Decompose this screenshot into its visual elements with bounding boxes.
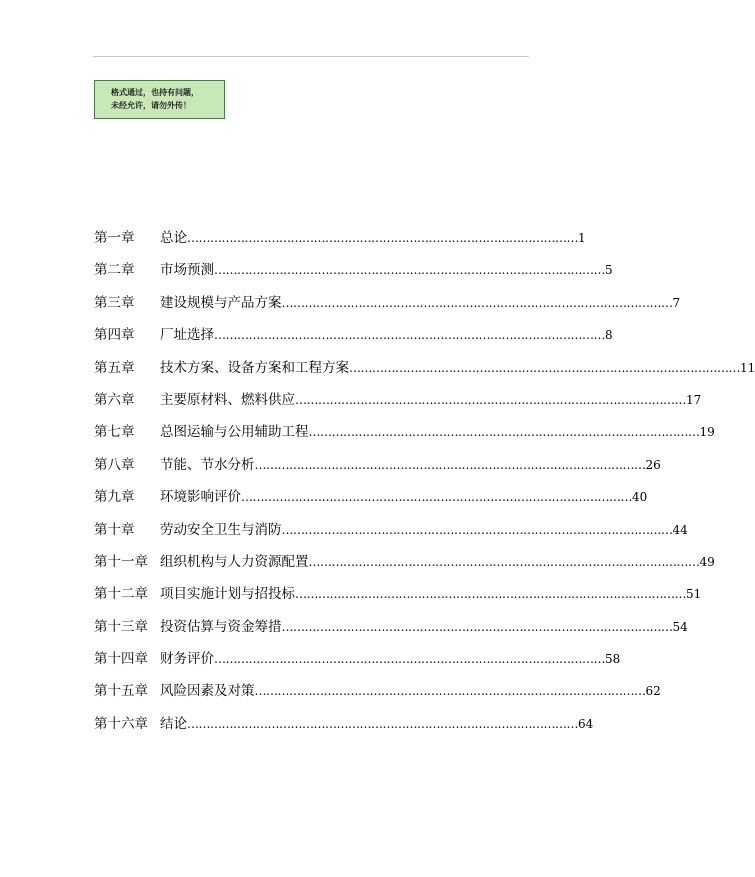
toc-page-number: 8 — [605, 328, 613, 343]
toc-chapter-title: 建设规模与产品方案 — [160, 294, 282, 311]
toc-entry[interactable] — [94, 712, 594, 744]
toc-page-number: 44 — [672, 522, 688, 537]
toc-dot-leader: ………………………………………………………………………………………… — [308, 425, 700, 440]
toc-chapter-number: 第九章 — [94, 489, 135, 506]
toc-page-number: 64 — [578, 716, 594, 731]
toc-page-number: 17 — [686, 392, 702, 407]
toc-chapter-number: 第十五章 — [94, 683, 148, 700]
toc-chapter-number: 第十一章 — [94, 553, 148, 570]
toc-entry[interactable] — [94, 453, 661, 485]
toc-chapter-title: 总图运输与公用辅助工程 — [160, 424, 309, 441]
toc-chapter-title: 财务评价 — [160, 651, 214, 668]
toc-chapter-number: 第八章 — [94, 456, 135, 473]
toc-chapter-title: 厂址选择 — [160, 327, 214, 344]
toc-dot-leader: ………………………………………………………………………………………… — [308, 554, 700, 569]
toc-entry[interactable] — [94, 420, 715, 452]
toc-chapter-number: 第四章 — [94, 327, 135, 344]
toc-chapter-title: 节能、节水分析 — [160, 456, 255, 473]
toc-chapter-number: 第十六章 — [94, 715, 148, 732]
notice-line-2: 未经允许，请勿外传！ — [111, 101, 191, 110]
toc-page-number: 40 — [632, 490, 648, 505]
toc-entry[interactable] — [94, 615, 688, 647]
toc-page-number: 26 — [645, 457, 661, 472]
toc-entry[interactable] — [94, 679, 661, 711]
toc-chapter-number: 第六章 — [94, 391, 135, 408]
toc-dot-leader: ………………………………………………………………………………………… — [254, 684, 646, 699]
toc-chapter-title: 结论 — [160, 715, 187, 732]
toc-entry[interactable] — [94, 518, 688, 550]
toc-page-number: 54 — [672, 619, 688, 634]
toc-dot-leader: ………………………………………………………………………………………… — [187, 716, 578, 731]
toc-chapter-title: 总论 — [160, 230, 187, 246]
toc-entry[interactable] — [94, 485, 648, 517]
toc-dot-leader: ………………………………………………………………………………………… — [214, 328, 605, 343]
toc-entry[interactable] — [94, 647, 621, 679]
header-rule — [93, 56, 529, 57]
toc-entry[interactable] — [94, 258, 613, 290]
toc-chapter-number: 第七章 — [94, 424, 135, 441]
toc-page-number: 11 — [740, 360, 755, 375]
toc-entry[interactable] — [94, 582, 702, 614]
toc-dot-leader: ………………………………………………………………………………………… — [214, 652, 605, 667]
toc-dot-leader: ………………………………………………………………………………………… — [281, 295, 673, 310]
toc-chapter-title: 组织机构与人力资源配置 — [160, 553, 309, 570]
toc-dot-leader: ………………………………………………………………………………………… — [241, 490, 632, 505]
toc-entry[interactable] — [94, 291, 681, 323]
toc-chapter-number: 第十章 — [94, 521, 135, 538]
notice-box — [94, 80, 225, 119]
toc-dot-leader: ………………………………………………………………………………………… — [349, 360, 740, 375]
toc-dot-leader: ………………………………………………………………………………………… — [214, 263, 605, 278]
toc-chapter-title: 项目实施计划与招投标 — [160, 586, 295, 603]
toc-page-number: 62 — [645, 684, 661, 699]
toc-chapter-title: 劳动安全卫生与消防 — [160, 521, 282, 538]
toc-chapter-number: 第十二章 — [94, 586, 148, 603]
toc-dot-leader: ………………………………………………………………………………………… — [254, 457, 646, 472]
toc-chapter-number: 第二章 — [94, 262, 135, 279]
toc-dot-leader: ………………………………………………………………………………………… — [295, 392, 686, 407]
toc-chapter-title: 主要原材料、燃料供应 — [160, 391, 295, 408]
toc-page-number: 58 — [605, 652, 621, 667]
toc-dot-leader: ………………………………………………………………………………………… — [187, 231, 578, 245]
toc-page-number: 5 — [605, 263, 613, 278]
toc-dot-leader: ………………………………………………………………………………………… — [281, 522, 673, 537]
toc-chapter-title: 风险因素及对策 — [160, 683, 255, 700]
toc-chapter-title: 技术方案、设备方案和工程方案 — [160, 359, 349, 376]
toc-entry[interactable] — [94, 226, 586, 258]
toc-page-number: 49 — [699, 554, 715, 569]
toc-page-number: 51 — [686, 587, 702, 602]
toc-chapter-number: 第十三章 — [94, 618, 148, 635]
toc-dot-leader: ………………………………………………………………………………………… — [281, 619, 673, 634]
toc-dot-leader: ………………………………………………………………………………………… — [295, 587, 686, 602]
toc-chapter-title: 市场预测 — [160, 262, 214, 279]
toc-page-number: 7 — [672, 295, 681, 310]
toc-entry[interactable] — [94, 388, 702, 420]
toc-chapter-number: 第十四章 — [94, 651, 148, 668]
toc-chapter-number: 第一章 — [94, 230, 135, 246]
toc-entry[interactable] — [94, 550, 715, 582]
toc-page-number: 1 — [578, 231, 586, 245]
toc-chapter-number: 第三章 — [94, 294, 135, 311]
notice-line-1: 格式通过，也持有问题， — [111, 88, 199, 97]
toc-chapter-number: 第五章 — [94, 359, 135, 376]
toc-page-number: 19 — [699, 425, 715, 440]
toc-entry[interactable] — [94, 356, 755, 388]
toc-chapter-title: 投资估算与资金筹措 — [160, 618, 282, 635]
toc-entry[interactable] — [94, 323, 613, 355]
table-of-contents — [94, 226, 755, 744]
toc-chapter-title: 环境影响评价 — [160, 489, 241, 506]
